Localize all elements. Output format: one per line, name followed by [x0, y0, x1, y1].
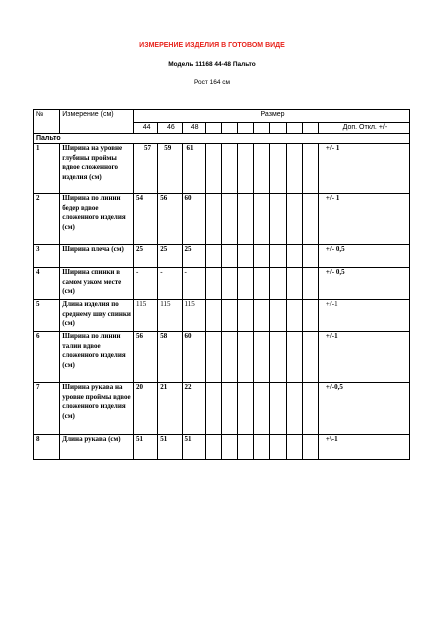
empty-cell — [270, 245, 286, 268]
empty-cell — [286, 245, 302, 268]
empty-cell — [238, 245, 254, 268]
row-value-48: 51 — [182, 435, 205, 460]
row-measure-name: Ширина рукава на уровне проймы вдвое сложенного изделия (см) — [60, 383, 134, 435]
row-value-44: 57 — [134, 144, 158, 194]
row-value-44: 115 — [134, 300, 158, 332]
row-value-48: - — [182, 268, 205, 300]
empty-cell — [302, 383, 318, 435]
row-num: 1 — [34, 144, 60, 194]
empty-cell — [221, 123, 237, 134]
empty-cell — [238, 332, 254, 383]
empty-cell — [205, 194, 221, 245]
empty-cell — [270, 435, 286, 460]
empty-cell — [270, 300, 286, 332]
table-row — [34, 245, 410, 268]
empty-cell — [221, 245, 237, 268]
row-measure-name: Длина рукава (см) — [60, 435, 134, 460]
row-value-46: 51 — [158, 435, 182, 460]
row-num: 8 — [34, 435, 60, 460]
empty-cell — [286, 144, 302, 194]
size-46: 46 — [158, 123, 182, 134]
empty-cell — [205, 144, 221, 194]
row-measure-name: Ширина плеча (см) — [60, 245, 134, 268]
empty-cell — [221, 383, 237, 435]
row-tolerance: +\-1 — [318, 435, 409, 460]
empty-cell — [302, 268, 318, 300]
row-num: 3 — [34, 245, 60, 268]
empty-cell — [254, 194, 270, 245]
section-row — [34, 134, 410, 144]
empty-cell — [302, 144, 318, 194]
empty-cell — [286, 383, 302, 435]
row-value-46: 25 — [158, 245, 182, 268]
empty-cell — [254, 144, 270, 194]
empty-cell — [238, 123, 254, 134]
size-48: 48 — [182, 123, 205, 134]
table-row — [34, 268, 410, 300]
row-measure-name: Ширина на уровне глубины проймы вдвое сложенного изделия (см) — [60, 144, 134, 194]
row-tolerance: +/-1 — [318, 300, 409, 332]
empty-cell — [286, 435, 302, 460]
row-tolerance: +/- 1 — [318, 194, 409, 245]
empty-cell — [302, 332, 318, 383]
header-size: Размер — [134, 110, 410, 123]
empty-cell — [254, 383, 270, 435]
empty-cell — [238, 383, 254, 435]
row-tolerance: +/- 0,5 — [318, 268, 409, 300]
row-value-44: 56 — [134, 332, 158, 383]
empty-cell — [254, 332, 270, 383]
empty-cell — [302, 123, 318, 134]
row-num: 2 — [34, 194, 60, 245]
empty-cell — [238, 268, 254, 300]
empty-cell — [238, 194, 254, 245]
empty-cell — [254, 300, 270, 332]
table-row — [34, 383, 410, 435]
empty-cell — [286, 300, 302, 332]
empty-cell — [270, 123, 286, 134]
empty-cell — [286, 123, 302, 134]
empty-cell — [221, 194, 237, 245]
row-measure-name: Длина изделия по среднему шву спинки (см) — [60, 300, 134, 332]
empty-cell — [254, 245, 270, 268]
empty-cell — [270, 194, 286, 245]
row-measure-name: Ширина по линии бедер вдвое сложенного изделия (см) — [60, 194, 134, 245]
empty-cell — [238, 300, 254, 332]
empty-cell — [205, 383, 221, 435]
row-tolerance: +/-1 — [318, 332, 409, 383]
row-tolerance: +/-0,5 — [318, 383, 409, 435]
row-value-48: 22 — [182, 383, 205, 435]
empty-cell — [221, 332, 237, 383]
row-value-44: 51 — [134, 435, 158, 460]
row-value-44: 25 — [134, 245, 158, 268]
row-value-46: 115 — [158, 300, 182, 332]
empty-cell — [302, 245, 318, 268]
empty-cell — [238, 435, 254, 460]
empty-cell — [205, 123, 221, 134]
empty-cell — [270, 144, 286, 194]
row-value-46: 56 — [158, 194, 182, 245]
empty-cell — [286, 268, 302, 300]
table-row — [34, 194, 410, 245]
header-tolerance: Доп. Откл. +/- — [318, 123, 409, 134]
empty-cell — [221, 268, 237, 300]
table-row — [34, 144, 410, 194]
row-value-44: 54 — [134, 194, 158, 245]
measurement-table — [33, 109, 410, 460]
empty-cell — [221, 435, 237, 460]
row-num: 4 — [34, 268, 60, 300]
row-measure-name: Ширина спинки в самом узком месте (см) — [60, 268, 134, 300]
table-row — [34, 332, 410, 383]
empty-cell — [286, 332, 302, 383]
row-tolerance: +/- 0,5 — [318, 245, 409, 268]
empty-cell — [302, 194, 318, 245]
row-value-46: 58 — [158, 332, 182, 383]
size-44: 44 — [134, 123, 158, 134]
row-num: 6 — [34, 332, 60, 383]
empty-cell — [270, 383, 286, 435]
empty-cell — [302, 435, 318, 460]
empty-cell — [286, 194, 302, 245]
table-row — [34, 300, 410, 332]
row-value-48: 60 — [182, 332, 205, 383]
empty-cell — [221, 300, 237, 332]
row-value-46: - — [158, 268, 182, 300]
row-value-48: 115 — [182, 300, 205, 332]
section-label: Пальто — [34, 134, 410, 144]
empty-cell — [238, 144, 254, 194]
row-num: 7 — [34, 383, 60, 435]
empty-cell — [205, 435, 221, 460]
model-subtitle: Модель 11168 44-48 Пальто — [168, 61, 256, 68]
empty-cell — [205, 300, 221, 332]
table-row — [34, 435, 410, 460]
empty-cell — [254, 268, 270, 300]
empty-cell — [254, 435, 270, 460]
row-value-48: 25 — [182, 245, 205, 268]
row-value-44: 20 — [134, 383, 158, 435]
empty-cell — [254, 123, 270, 134]
empty-cell — [221, 144, 237, 194]
empty-cell — [205, 245, 221, 268]
row-tolerance: +/- 1 — [318, 144, 409, 194]
row-value-48: 60 — [182, 194, 205, 245]
empty-cell — [205, 332, 221, 383]
empty-cell — [270, 332, 286, 383]
header-measure: Измерение (см) — [60, 110, 134, 134]
height-label: Рост 164 см — [193, 79, 231, 86]
row-value-46: 59 — [158, 144, 182, 194]
empty-cell — [302, 300, 318, 332]
document-title: ИЗМЕРЕНИЕ ИЗДЕЛИЯ В ГОТОВОМ ВИДЕ — [139, 42, 285, 49]
empty-cell — [205, 268, 221, 300]
row-value-48: 61 — [182, 144, 205, 194]
empty-cell — [270, 268, 286, 300]
row-value-46: 21 — [158, 383, 182, 435]
header-num: № — [34, 110, 60, 134]
row-value-44: - — [134, 268, 158, 300]
row-measure-name: Ширина по линии талии вдвое сложенного изделия (см) — [60, 332, 134, 383]
table-header-row — [34, 110, 410, 123]
row-num: 5 — [34, 300, 60, 332]
